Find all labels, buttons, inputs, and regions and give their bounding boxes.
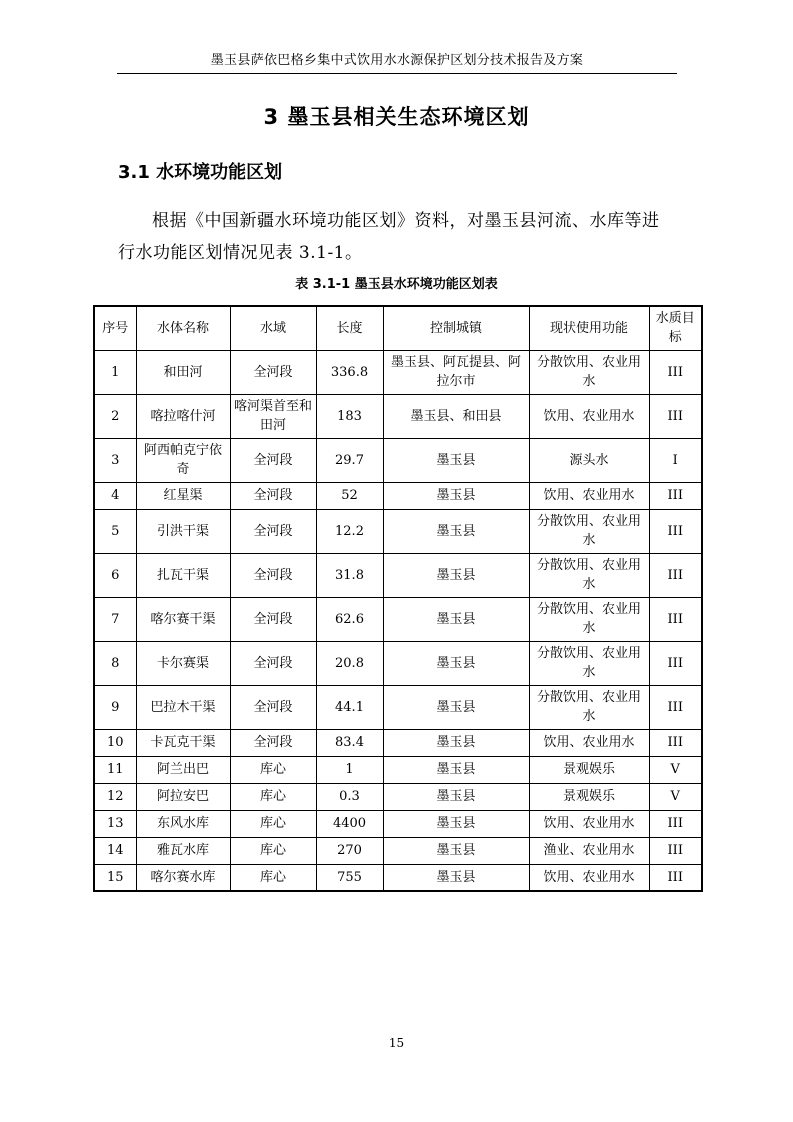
header-current-use: 现状使用功能 xyxy=(529,306,649,350)
cell-length: 44.1 xyxy=(316,685,383,729)
cell-current-use: 饮用、农业用水 xyxy=(529,810,649,837)
cell-current-use: 源头水 xyxy=(529,438,649,482)
cell-control-town: 墨玉县 xyxy=(383,864,529,891)
cell-water-area: 库心 xyxy=(230,837,316,864)
cell-current-use: 饮用、农业用水 xyxy=(529,864,649,891)
cell-water-area: 库心 xyxy=(230,783,316,810)
cell-index: 5 xyxy=(94,509,136,553)
cell-control-town: 墨玉县、阿瓦提县、阿拉尔市 xyxy=(383,350,529,394)
cell-water-area: 全河段 xyxy=(230,482,316,509)
cell-control-town: 墨玉县 xyxy=(383,509,529,553)
cell-water-area: 全河段 xyxy=(230,553,316,597)
cell-current-use: 分散饮用、农业用水 xyxy=(529,553,649,597)
cell-control-town: 墨玉县 xyxy=(383,685,529,729)
table-body xyxy=(94,350,702,891)
cell-index: 1 xyxy=(94,350,136,394)
cell-index: 8 xyxy=(94,641,136,685)
cell-water-body: 喀尔赛干渠 xyxy=(136,597,230,641)
table-row xyxy=(94,641,702,685)
cell-current-use: 分散饮用、农业用水 xyxy=(529,685,649,729)
cell-index: 11 xyxy=(94,756,136,783)
cell-index: 10 xyxy=(94,729,136,756)
cell-length: 52 xyxy=(316,482,383,509)
cell-water-body: 卡瓦克干渠 xyxy=(136,729,230,756)
cell-index: 4 xyxy=(94,482,136,509)
cell-quality-target: III xyxy=(649,509,702,553)
cell-control-town: 墨玉县 xyxy=(383,837,529,864)
cell-water-body: 阿西帕克宁依奇 xyxy=(136,438,230,482)
cell-current-use: 分散饮用、农业用水 xyxy=(529,641,649,685)
cell-water-body: 和田河 xyxy=(136,350,230,394)
cell-water-body: 阿拉安巴 xyxy=(136,783,230,810)
cell-quality-target: III xyxy=(649,685,702,729)
cell-water-body: 巴拉木干渠 xyxy=(136,685,230,729)
cell-index: 3 xyxy=(94,438,136,482)
table-row xyxy=(94,509,702,553)
table-row xyxy=(94,729,702,756)
cell-water-area: 全河段 xyxy=(230,597,316,641)
cell-water-body: 喀拉喀什河 xyxy=(136,394,230,438)
cell-length: 83.4 xyxy=(316,729,383,756)
cell-quality-target: III xyxy=(649,837,702,864)
cell-water-body: 红星渠 xyxy=(136,482,230,509)
cell-quality-target: V xyxy=(649,756,702,783)
cell-water-area: 全河段 xyxy=(230,438,316,482)
cell-control-town: 墨玉县 xyxy=(383,641,529,685)
cell-length: 0.3 xyxy=(316,783,383,810)
cell-index: 12 xyxy=(94,783,136,810)
cell-index: 14 xyxy=(94,837,136,864)
cell-current-use: 分散饮用、农业用水 xyxy=(529,350,649,394)
cell-control-town: 墨玉县 xyxy=(383,597,529,641)
cell-index: 9 xyxy=(94,685,136,729)
cell-water-body: 卡尔赛渠 xyxy=(136,641,230,685)
cell-control-town: 墨玉县 xyxy=(383,756,529,783)
cell-index: 6 xyxy=(94,553,136,597)
cell-water-body: 雅瓦水库 xyxy=(136,837,230,864)
cell-water-body: 阿兰出巴 xyxy=(136,756,230,783)
table-caption: 表 3.1-1 墨玉县水环境功能区划表 xyxy=(295,277,498,292)
cell-length: 62.6 xyxy=(316,597,383,641)
cell-control-town: 墨玉县 xyxy=(383,810,529,837)
header-control-town: 控制城镇 xyxy=(383,306,529,350)
table-row xyxy=(94,597,702,641)
cell-control-town: 墨玉县 xyxy=(383,482,529,509)
header-length: 长度 xyxy=(316,306,383,350)
table-row xyxy=(94,837,702,864)
cell-length: 755 xyxy=(316,864,383,891)
cell-quality-target: III xyxy=(649,729,702,756)
cell-quality-target: III xyxy=(649,553,702,597)
cell-water-body: 东风水库 xyxy=(136,810,230,837)
cell-current-use: 饮用、农业用水 xyxy=(529,729,649,756)
cell-index: 15 xyxy=(94,864,136,891)
section-title: 3.1 水环境功能区划 xyxy=(118,162,283,183)
cell-length: 29.7 xyxy=(316,438,383,482)
chapter-title: 3 墨玉县相关生态环境区划 xyxy=(263,105,530,129)
table-header-row xyxy=(94,306,702,350)
cell-water-body: 引洪干渠 xyxy=(136,509,230,553)
cell-water-area: 全河段 xyxy=(230,509,316,553)
cell-water-area: 全河段 xyxy=(230,729,316,756)
cell-index: 2 xyxy=(94,394,136,438)
table-row xyxy=(94,810,702,837)
cell-quality-target: I xyxy=(649,438,702,482)
cell-quality-target: V xyxy=(649,783,702,810)
cell-length: 20.8 xyxy=(316,641,383,685)
cell-water-area: 全河段 xyxy=(230,685,316,729)
cell-quality-target: III xyxy=(649,810,702,837)
header-quality-target: 水质目标 xyxy=(649,306,702,350)
header-index: 序号 xyxy=(94,306,136,350)
cell-length: 31.8 xyxy=(316,553,383,597)
cell-water-area: 库心 xyxy=(230,864,316,891)
cell-current-use: 景观娱乐 xyxy=(529,783,649,810)
cell-quality-target: III xyxy=(649,641,702,685)
water-function-zoning-table xyxy=(93,305,703,892)
cell-water-area: 库心 xyxy=(230,810,316,837)
cell-length: 336.8 xyxy=(316,350,383,394)
cell-index: 13 xyxy=(94,810,136,837)
cell-control-town: 墨玉县 xyxy=(383,783,529,810)
running-header: 墨玉县萨依巴格乡集中式饮用水水源保护区划分技术报告及方案 xyxy=(210,53,584,68)
table-row xyxy=(94,864,702,891)
cell-quality-target: III xyxy=(649,864,702,891)
table-row xyxy=(94,394,702,438)
cell-current-use: 分散饮用、农业用水 xyxy=(529,597,649,641)
cell-length: 4400 xyxy=(316,810,383,837)
header-divider xyxy=(117,73,677,74)
table-row xyxy=(94,756,702,783)
cell-length: 12.2 xyxy=(316,509,383,553)
cell-water-area: 喀河渠首至和田河 xyxy=(230,394,316,438)
cell-length: 270 xyxy=(316,837,383,864)
table-row xyxy=(94,783,702,810)
cell-water-body: 扎瓦干渠 xyxy=(136,553,230,597)
cell-current-use: 饮用、农业用水 xyxy=(529,482,649,509)
cell-current-use: 饮用、农业用水 xyxy=(529,394,649,438)
cell-current-use: 渔业、农业用水 xyxy=(529,837,649,864)
table-row xyxy=(94,685,702,729)
cell-length: 183 xyxy=(316,394,383,438)
cell-index: 7 xyxy=(94,597,136,641)
cell-quality-target: III xyxy=(649,350,702,394)
cell-control-town: 墨玉县 xyxy=(383,438,529,482)
cell-control-town: 墨玉县、和田县 xyxy=(383,394,529,438)
cell-water-area: 库心 xyxy=(230,756,316,783)
cell-current-use: 景观娱乐 xyxy=(529,756,649,783)
cell-water-area: 全河段 xyxy=(230,350,316,394)
table-row xyxy=(94,350,702,394)
cell-current-use: 分散饮用、农业用水 xyxy=(529,509,649,553)
cell-length: 1 xyxy=(316,756,383,783)
table-row xyxy=(94,553,702,597)
cell-water-body: 喀尔赛水库 xyxy=(136,864,230,891)
cell-quality-target: III xyxy=(649,597,702,641)
header-water-area: 水域 xyxy=(230,306,316,350)
body-paragraph: 根据《中国新疆水环境功能区划》资料，对墨玉县河流、水库等进行水功能区划情况见表 3.1-1。 xyxy=(118,211,660,263)
cell-quality-target: III xyxy=(649,482,702,509)
cell-control-town: 墨玉县 xyxy=(383,729,529,756)
cell-control-town: 墨玉县 xyxy=(383,553,529,597)
header-water-body: 水体名称 xyxy=(136,306,230,350)
cell-quality-target: III xyxy=(649,394,702,438)
cell-water-area: 全河段 xyxy=(230,641,316,685)
table-row xyxy=(94,438,702,482)
table-row xyxy=(94,482,702,509)
page-number: 15 xyxy=(388,1036,405,1050)
